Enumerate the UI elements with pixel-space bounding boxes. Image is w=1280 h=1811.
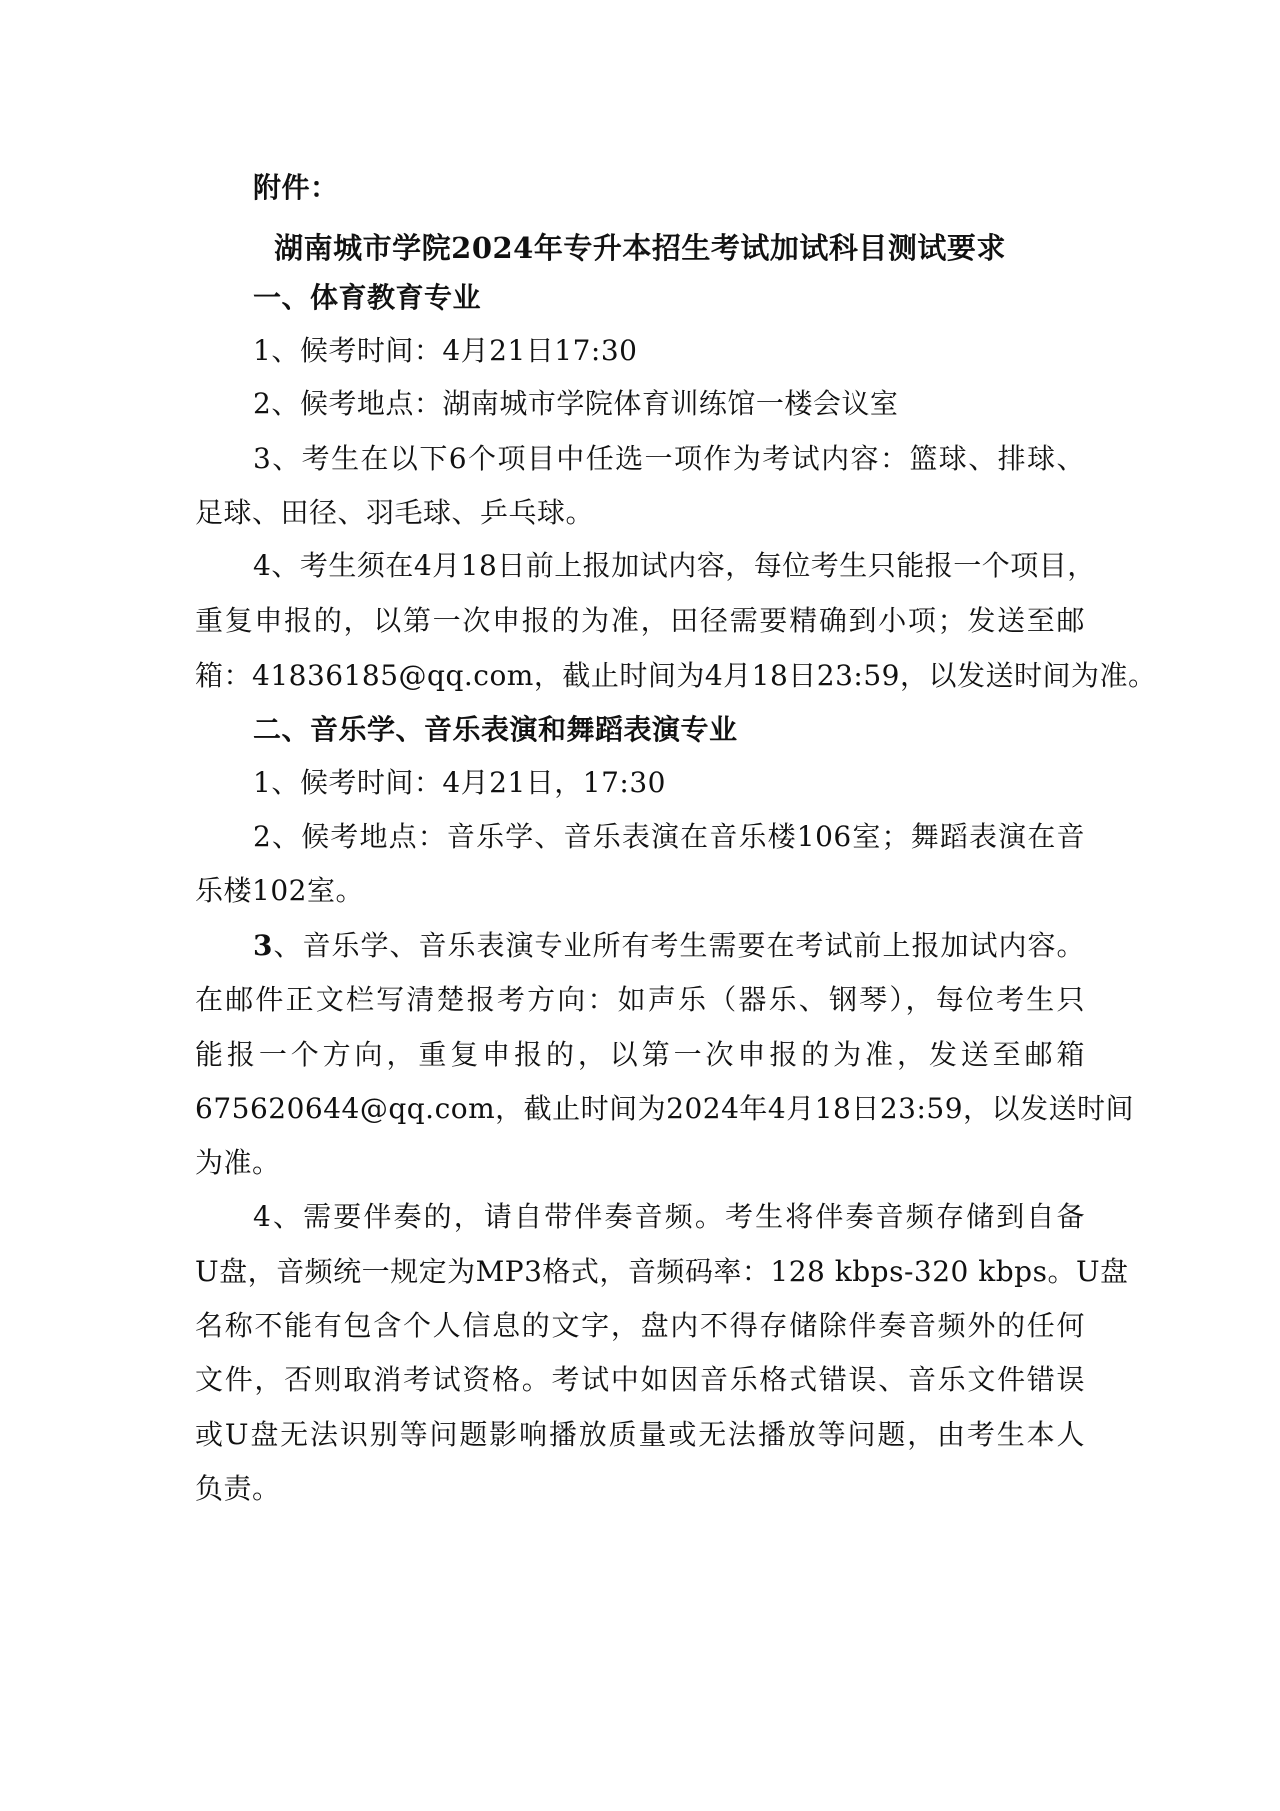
section-1-item-1: 1、候考时间：4月21日17:30 — [253, 334, 638, 367]
section-1-item-3-line-1: 3、考生在以下6个项目中任选一项作为考试内容：篮球、排球、 — [253, 442, 1085, 475]
section-2-item-3-line-4: 675620644@qq.com，截止时间为2024年4月18日23:59，以发送时间 — [195, 1092, 1135, 1125]
section-2-item-4-line-5: 或U盘无法识别等问题影响播放质量或无法播放等问题，由考生本人 — [195, 1418, 1085, 1451]
section-1-item-2: 2、候考地点：湖南城市学院体育训练馆一楼会议室 — [253, 387, 899, 420]
section-2-item-3-line-3: 能报一个方向，重复申报的，以第一次申报的为准，发送至邮箱 — [195, 1038, 1085, 1071]
annex-label: 附件： — [253, 171, 339, 204]
section-2-item-4-line-2: U盘，音频统一规定为MP3格式，音频码率：128 kbps-320 kbps。U盘 — [195, 1255, 1129, 1288]
section-2-heading: 二、音乐学、音乐表演和舞蹈表演专业 — [253, 713, 738, 746]
section-2-item-4-line-6: 负责。 — [195, 1472, 281, 1505]
section-2-item-1: 1、候考时间：4月21日，17:30 — [253, 766, 666, 799]
section-1-item-4-line-1: 4、考生须在4月18日前上报加试内容，每位考生只能报一个项目， — [253, 549, 1096, 582]
section-2-item-4-line-3: 名称不能有包含个人信息的文字，盘内不得存储除伴奏音频外的任何 — [195, 1309, 1085, 1342]
section-2-item-3-line-2: 在邮件正文栏写清楚报考方向：如声乐（器乐、钢琴），每位考生只 — [195, 983, 1085, 1016]
section-2-item-3-line-1-text: 、音乐学、音乐表演专业所有考生需要在考试前上报加试内容。 — [272, 929, 1085, 962]
section-2-item-2-line-2: 乐楼102室。 — [195, 874, 364, 907]
section-2-item-3-line-1 — [253, 928, 1085, 963]
section-1-item-4-line-2: 重复申报的，以第一次申报的为准，田径需要精确到小项；发送至邮 — [195, 604, 1085, 637]
section-1-item-3-line-2: 足球、田径、羽毛球、乒乓球。 — [195, 496, 595, 529]
section-2-item-3-number: 3 — [253, 929, 273, 962]
section-2-item-4-line-1: 4、需要伴奏的，请自带伴奏音频。考生将伴奏音频存储到自备 — [253, 1200, 1085, 1233]
section-2-item-2-line-1: 2、候考地点：音乐学、音乐表演在音乐楼106室；舞蹈表演在音 — [253, 820, 1085, 853]
section-2-item-4-line-4: 文件，否则取消考试资格。考试中如因音乐格式错误、音乐文件错误 — [195, 1363, 1085, 1396]
section-2-item-3-line-5: 为准。 — [195, 1146, 281, 1179]
section-1-item-4-line-3: 箱：41836185@qq.com，截止时间为4月18日23:59，以发送时间为准。 — [195, 659, 1157, 692]
section-1-heading: 一、体育教育专业 — [253, 281, 482, 314]
page-title: 湖南城市学院2024年专升本招生考试加试科目测试要求 — [274, 231, 1006, 265]
